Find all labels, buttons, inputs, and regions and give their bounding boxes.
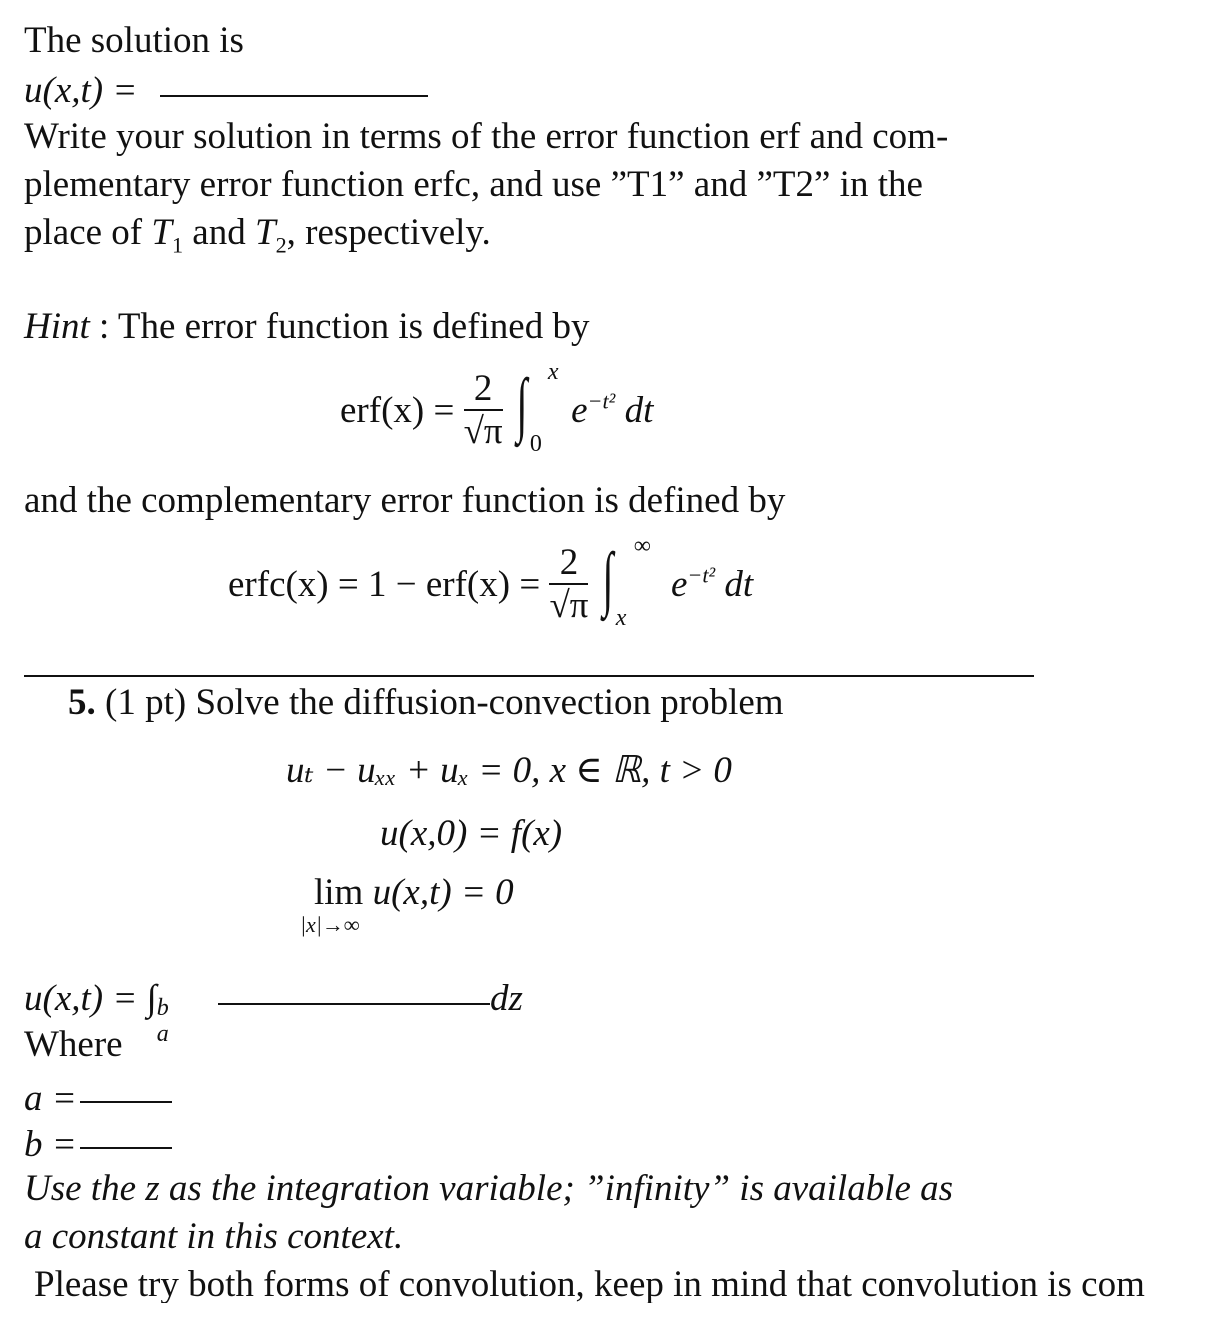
problem-points: (1 pt) — [105, 682, 187, 723]
erf-integral — [512, 359, 562, 458]
problem-text: Solve the diffusion-convection problem — [186, 682, 784, 723]
answer-lower-limit: a — [156, 1021, 169, 1047]
erfc-denominator: √π — [549, 585, 589, 626]
limit-operator — [300, 872, 364, 937]
note-line1: Use the z as the integration variable; ”infinity” is available as — [24, 1168, 954, 1209]
t1-subscript: 1 — [171, 232, 184, 258]
a-label: a = — [24, 1078, 77, 1119]
hint-label: Hint — [24, 306, 90, 347]
solution-answer-blank[interactable] — [160, 95, 428, 97]
erfc-integrand — [670, 562, 754, 605]
erf-dt: dt — [624, 389, 654, 431]
erfc-dt: dt — [724, 563, 754, 605]
instructions-line3-b: and — [183, 212, 255, 253]
answer-lhs-text: u(x,t) = ∫ — [24, 978, 157, 1019]
t2-symbol: T — [254, 212, 276, 253]
erfc-lhs: erfc(x) = 1 − erf(x) = — [228, 563, 541, 605]
erfc-upper-limit: ∞ — [633, 533, 651, 559]
erf-upper-limit: x — [547, 359, 559, 385]
erf-lower-limit: 0 — [529, 431, 542, 457]
where-label: Where — [24, 1024, 123, 1065]
erf-integrand-exponent: −t² — [587, 388, 616, 414]
a-answer-blank[interactable] — [80, 1101, 172, 1103]
erf-numerator: 2 — [464, 370, 503, 411]
solution-intro: The solution is — [24, 20, 244, 61]
hint-line — [24, 308, 589, 345]
erf-definition — [340, 359, 654, 462]
limit-subscript: |x|→∞ — [300, 912, 360, 937]
solution-lhs-text: u(x,t) = — [24, 70, 138, 111]
instructions-line3 — [24, 212, 491, 258]
instructions-line2: plementary error function erfc, and use ”T1” and ”T2” in the — [24, 164, 923, 205]
erf-integrand-base: e — [571, 389, 588, 431]
integral-sign-erf: ∫ — [516, 364, 528, 444]
erfc-fraction — [549, 544, 588, 624]
erfc-integral — [598, 533, 662, 632]
boundary-rest: u(x,t) = 0 — [372, 872, 514, 913]
erfc-lower-limit: x — [615, 605, 627, 631]
limit-text: lim — [314, 872, 364, 913]
instructions-line3-c: , respectively. — [286, 212, 491, 253]
answer-upper-limit: b — [156, 995, 169, 1021]
b-label: b = — [24, 1124, 77, 1165]
boundary-condition — [300, 872, 514, 937]
instructions-line3-a: place of — [24, 212, 152, 253]
erf-integrand — [571, 388, 654, 431]
erfc-integrand-base: e — [670, 563, 688, 605]
erfc-definition — [228, 533, 754, 636]
complementary-text: and the complementary error function is defined by — [24, 480, 786, 521]
convolution-note: Please try both forms of convolution, keep in mind that convolution is com — [34, 1266, 1145, 1303]
note-line2: a constant in this context. — [24, 1216, 404, 1257]
erf-denominator: √π — [463, 411, 503, 452]
problem-heading — [68, 684, 784, 721]
instructions-line1: Write your solution in terms of the error function erf and com- — [24, 116, 949, 157]
integrand-answer-blank[interactable] — [218, 1003, 490, 1005]
initial-condition: u(x,0) = f(x) — [380, 813, 563, 854]
section-divider — [24, 675, 1034, 677]
b-answer-blank[interactable] — [80, 1147, 172, 1149]
answer-dz: dz — [490, 978, 523, 1019]
erf-lhs: erf(x) = — [340, 389, 455, 431]
problem-number: 5. — [68, 682, 96, 723]
erfc-numerator: 2 — [549, 544, 588, 585]
t1-symbol: T — [151, 212, 172, 253]
t2-subscript: 2 — [275, 232, 287, 258]
erf-fraction — [464, 370, 503, 450]
hint-text: : The error function is defined by — [89, 306, 590, 347]
solution-lhs — [24, 72, 137, 109]
pde-equation: uₜ − uₓₓ + uₓ = 0, x ∈ ℝ, t > 0 — [286, 750, 732, 791]
integral-sign-erfc: ∫ — [602, 538, 613, 618]
erfc-integrand-exponent: −t² — [687, 562, 716, 588]
